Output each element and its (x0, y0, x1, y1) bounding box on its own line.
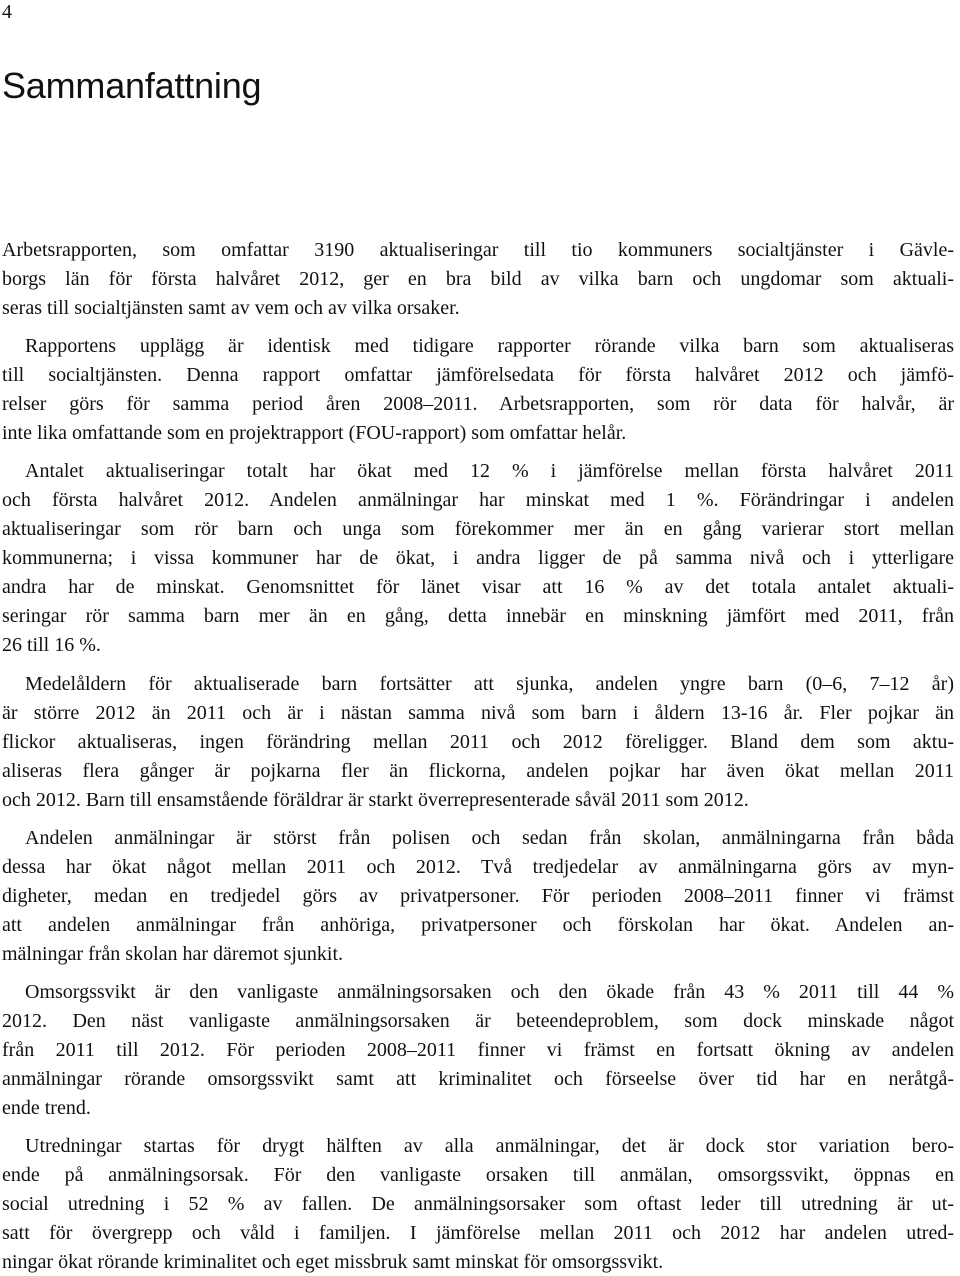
page-number: 4 (2, 1, 12, 23)
text-line: Omsorgssvikt är den vanligaste anmälningsorsaken och den ökade från 43 % 2011 till 44 % (25, 981, 954, 1003)
text-line: dessa har ökat något mellan 2011 och 2012. Två tredjedelar av anmälningarna görs av myn- (2, 856, 954, 878)
text-line: att andelen anmälningar från anhöriga, privatpersoner och förskolan har ökat. Andelen an- (2, 914, 954, 936)
text-line: aliseras flera gånger är pojkarna fler än flickorna, andelen pojkar har även ökat mellan 2011 (2, 760, 954, 782)
text-line: ningar ökat rörande kriminalitet och eget missbruk samt minskat för omsorgssvikt. (2, 1251, 664, 1273)
text-line: seringar rör samma barn mer än en gång, detta innebär en minskning jämfört med 2011, från (2, 605, 954, 627)
text-line: borgs län för första halvåret 2012, ger en bra bild av vilka barn och ungdomar som aktuali- (2, 268, 954, 290)
text-line: Rapportens upplägg är identisk med tidigare rapporter rörande vilka barn som aktualiseras (25, 335, 954, 357)
text-line: aktualiseringar som rör barn och unga som förekommer mer än en gång varierar stort mellan (2, 518, 954, 540)
text-line: inte lika omfattande som en projektrapport (FOU-rapport) som omfattar helår. (2, 422, 627, 444)
text-line: ende trend. (2, 1097, 91, 1119)
text-line: från 2011 till 2012. För perioden 2008–2011 finner vi främst en fortsatt ökning av andelen (2, 1039, 954, 1061)
text-line: mälningar från skolan har däremot sjunkit. (2, 943, 344, 965)
text-line: satt för övergrepp och våld i familjen. I jämförelse mellan 2011 och 2012 har andelen utred- (2, 1222, 954, 1244)
page-title: Sammanfattning (2, 65, 262, 106)
text-line: och 2012. Barn till ensamstående föräldrar är starkt överrepresenterade såväl 2011 som 2012. (2, 789, 749, 811)
text-line: ende på anmälningsorsak. För den vanligaste orsaken till anmälan, omsorgssvikt, öppnas en (2, 1164, 954, 1186)
text-line: 26 till 16 %. (2, 634, 101, 656)
text-line: anmälningar rörande omsorgssvikt samt att kriminalitet och förseelse över tid har en neråtgå- (2, 1068, 954, 1090)
text-line: är större 2012 än 2011 och är i nästan samma nivå som barn i åldern 13-16 år. Fler pojkar än (2, 702, 954, 724)
text-line: och första halvåret 2012. Andelen anmälningar har minskat med 1 %. Förändringar i andelen (2, 489, 954, 511)
text-line: Utredningar startas för drygt hälften av alla anmälningar, det är dock stor variation bero- (25, 1135, 954, 1157)
text-line: seras till socialtjänsten samt av vem och av vilka orsaker. (2, 297, 460, 319)
text-line: Antalet aktualiseringar totalt har ökat med 12 % i jämförelse mellan första halvåret 2011 (25, 460, 954, 482)
text-line: flickor aktualiseras, ingen förändring mellan 2011 och 2012 föreligger. Bland dem som aktu- (2, 731, 954, 753)
text-line: Medelåldern för aktualiserade barn fortsätter att sjunka, andelen yngre barn (0–6, 7–12 år) (25, 673, 954, 695)
text-line: Andelen anmälningar är störst från polisen och sedan från skolan, anmälningarna från båda (25, 827, 954, 849)
text-line: andra har de minskat. Genomsnittet för länet visar att 16 % av det totala antalet aktuali- (2, 576, 954, 598)
text-line: 2012. Den näst vanligaste anmälningsorsaken är beteendeproblem, som dock minskade något (2, 1010, 954, 1032)
text-line: social utredning i 52 % av fallen. De anmälningsorsaker som oftast leder till utredning är ut- (2, 1193, 954, 1215)
text-line: till socialtjänsten. Denna rapport omfattar jämförelsedata för första halvåret 2012 och jämfö- (2, 364, 954, 386)
text-line: Arbetsrapporten, som omfattar 3190 aktualiseringar till tio kommuners socialtjänster i Gävle- (2, 239, 954, 261)
text-line: kommunerna; i vissa kommuner har de ökat, i andra ligger de på samma nivå och i ytterligare (2, 547, 954, 569)
text-line: relser görs för samma period åren 2008–2011. Arbetsrapporten, som rör data för halvår, är (2, 393, 954, 415)
text-line: digheter, medan en tredjedel görs av privatpersoner. För perioden 2008–2011 finner vi främst (2, 885, 954, 907)
